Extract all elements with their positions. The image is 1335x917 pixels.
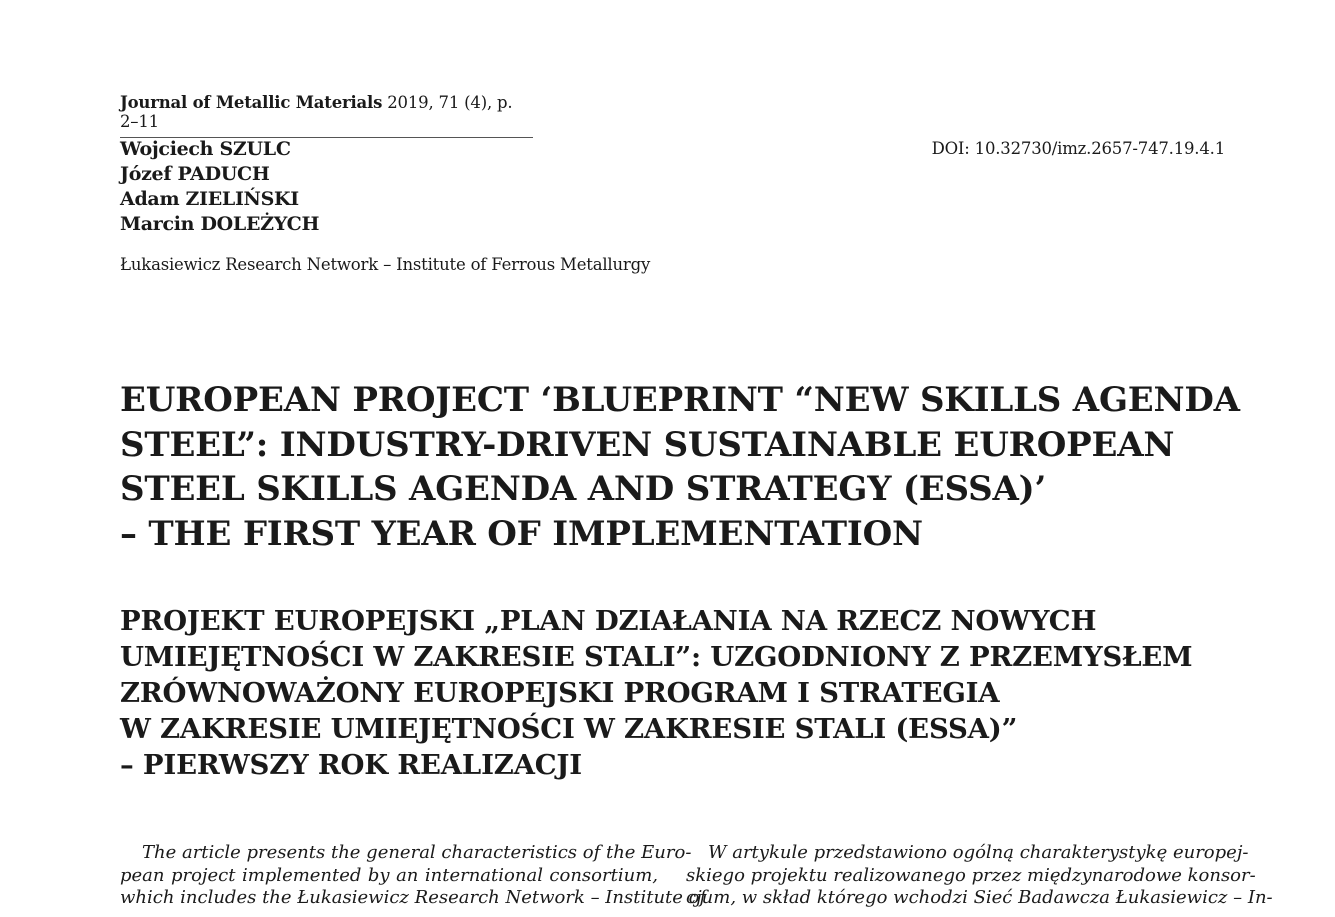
author-list <box>120 137 319 237</box>
title-line: – THE FIRST YEAR OF IMPLEMENTATION <box>120 513 923 554</box>
doi-identifier: DOI: 10.32730/imz.2657-747.19.4.1 <box>931 139 1225 158</box>
title-line: STEEL SKILLS AGENDA AND STRATEGY (ESSA)’ <box>120 469 1047 509</box>
abstract-line: W artykule przedstawiono ogólną charakterystykę europej- <box>708 842 1249 863</box>
author-name: Józef PADUCH <box>120 163 270 185</box>
abstract-english <box>120 842 707 910</box>
title-line: – PIERWSZY ROK REALIZACJI <box>120 749 582 781</box>
journal-citation <box>120 93 533 138</box>
abstract-polish <box>686 842 1273 910</box>
journal-volume-pages: 2019, 71 (4), p. 2–11 <box>120 93 513 131</box>
title-line: EUROPEAN PROJECT ‘BLUEPRINT “NEW SKILLS AGENDA <box>120 380 1240 420</box>
abstract-line: pean project implemented by an international consortium, <box>120 864 658 886</box>
author-name: Adam ZIELIŃSKI <box>120 188 299 210</box>
author-name: Wojciech SZULC <box>120 138 291 160</box>
abstract-line: skiego projektu realizowanego przez międzynarodowe konsor- <box>686 864 1256 886</box>
author-name: Marcin DOLEŻYCH <box>120 213 320 235</box>
article-title-polish <box>120 603 1230 783</box>
abstract-line: cjum, w skład którego wchodzi Sieć Badawcza Łukasiewicz – In- <box>686 887 1273 908</box>
title-line: UMIEJĘTNOŚCI W ZAKRESIE STALI”: UZGODNIONY Z PRZEMYSŁEM <box>120 641 1193 673</box>
title-line: PROJEKT EUROPEJSKI „PLAN DZIAŁANIA NA RZECZ NOWYCH <box>120 605 1097 637</box>
author-affiliation: Łukasiewicz Research Network – Institute of Ferrous Metallurgy <box>120 255 651 274</box>
title-line: ZRÓWNOWAŻONY EUROPEJSKI PROGRAM I STRATEGIA <box>120 677 1000 709</box>
title-line: STEEL”: INDUSTRY-DRIVEN SUSTAINABLE EUROPEAN <box>120 424 1175 465</box>
title-line: W ZAKRESIE UMIEJĘTNOŚCI W ZAKRESIE STALI (ESSA)” <box>120 713 1018 745</box>
abstract-line: which includes the Łukasiewicz Research Network – Institute of <box>120 887 707 908</box>
abstract-line: The article presents the general characteristics of the Euro- <box>142 842 692 863</box>
article-title-english <box>120 378 1240 556</box>
journal-name: Journal of Metallic Materials <box>120 93 383 112</box>
